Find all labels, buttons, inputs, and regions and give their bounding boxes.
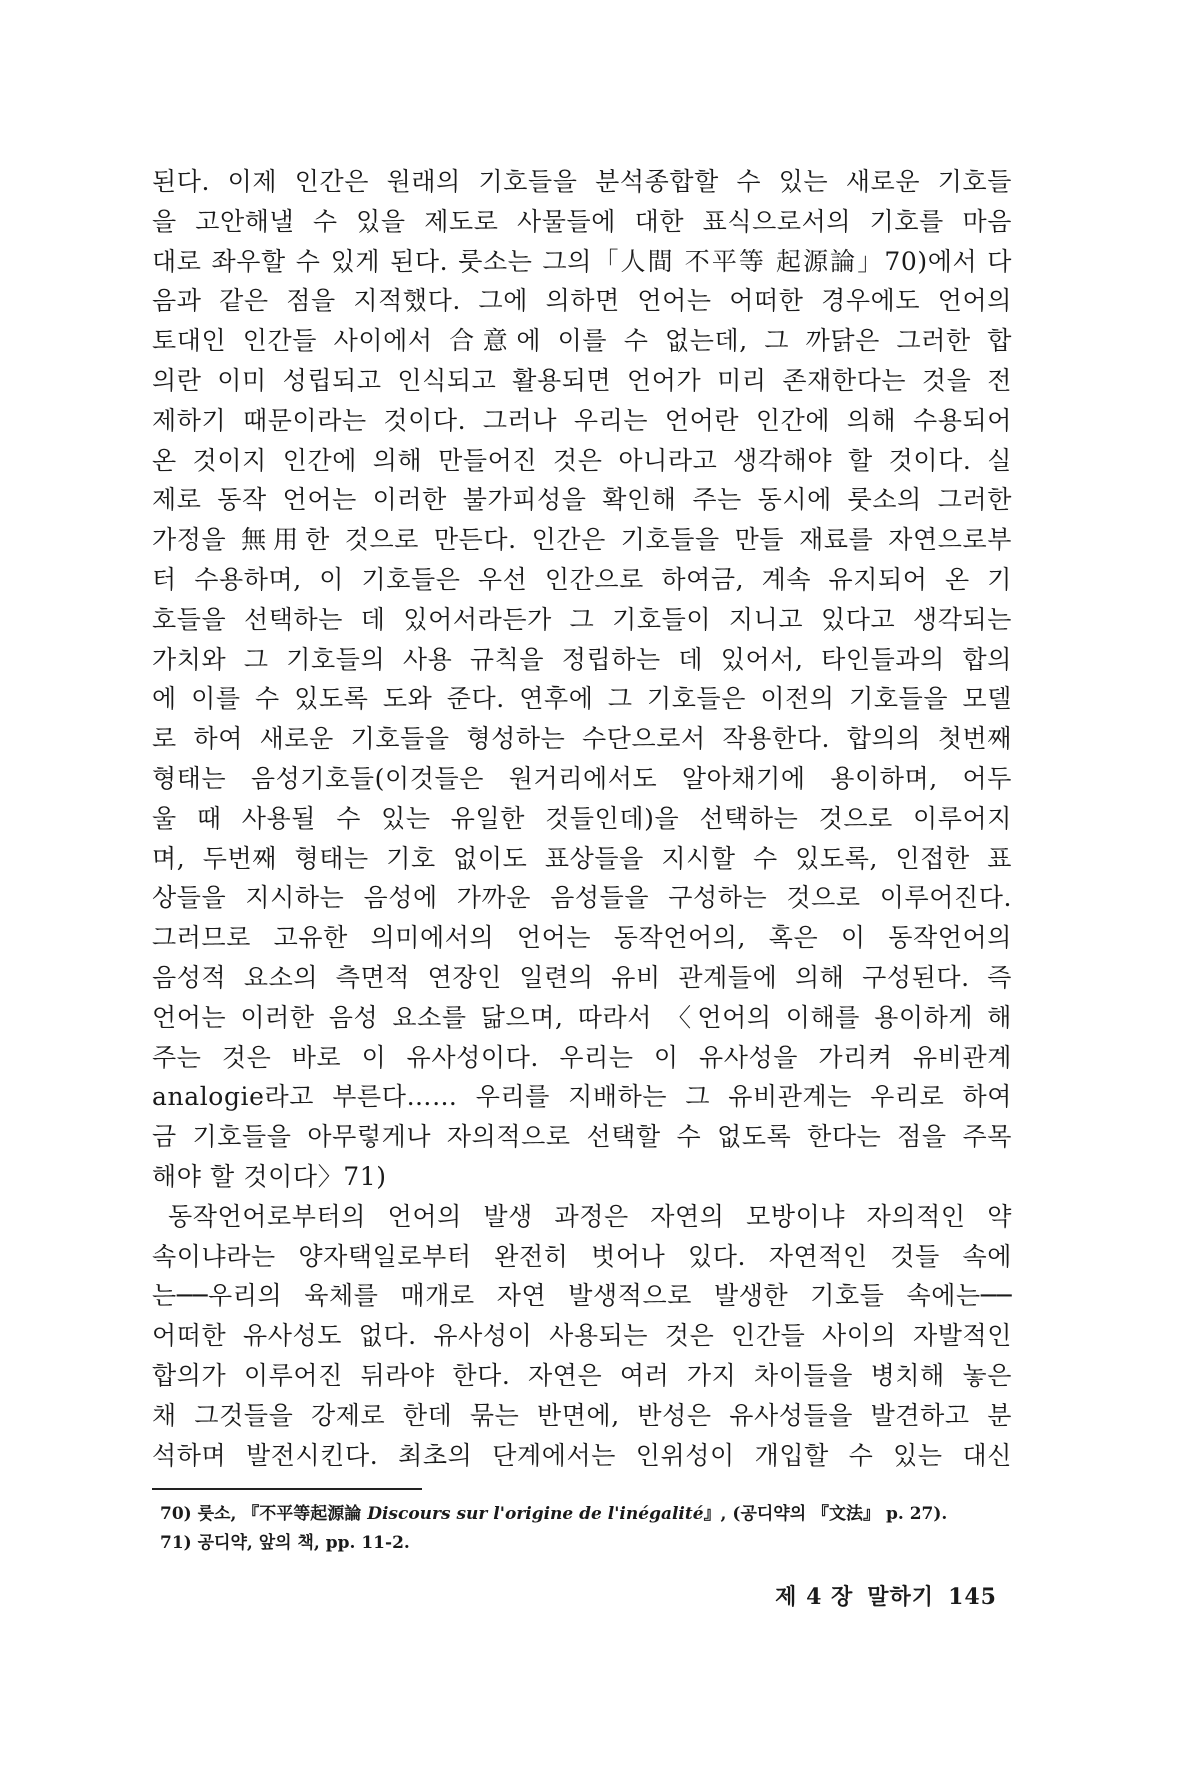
text-line: 가정을 無用한 것으로 만든다. 인간은 기호들을 만들 재료를 자연으로부 (152, 525, 1012, 555)
page-number: 145 (948, 1584, 997, 1610)
text-line: 며, 두번째 형태는 기호 없이도 표상들을 지시할 수 있도록, 인접한 표 (152, 843, 1012, 873)
text-line: 석하며 발전시킨다. 최초의 단계에서는 인위성이 개입할 수 있는 대신 (152, 1440, 1012, 1470)
text-line: 토대인 인간들 사이에서 合意에 이를 수 없는데, 그 까닭은 그러한 합 (152, 326, 1012, 356)
text-line: 로 하여 새로운 기호들을 형성하는 수단으로서 작용한다. 합의의 첫번째 (152, 724, 1012, 754)
text-line: 음과 같은 점을 지적했다. 그에 의하면 언어는 어떠한 경우에도 언어의 (152, 286, 1012, 316)
text-line: 상들을 지시하는 음성에 가까운 음성들을 구성하는 것으로 이루어진다. (152, 883, 1012, 913)
text-line: 제로 동작 언어는 이러한 불가피성을 확인해 주는 동시에 룻소의 그러한 (152, 485, 1012, 515)
text-line: 금 기호들을 아무렇게나 자의적으로 선택할 수 없도록 한다는 점을 주목 (152, 1122, 1012, 1152)
text-line: 어떠한 유사성도 없다. 유사성이 사용되는 것은 인간들 사이의 자발적인 (152, 1321, 1012, 1351)
body-text (152, 162, 1012, 1475)
footnote-70-prefix: 70) 룻소, 『不平等起源論 (160, 1504, 368, 1524)
text-line: 에 이를 수 있도록 도와 준다. 연후에 그 기호들은 이전의 기호들을 모델 (152, 684, 1012, 714)
text-line: 대로 좌우할 수 있게 된다. 룻소는 그의「人間 不平等 起源論」70)에서 다 (152, 246, 1012, 276)
running-footer (761, 1580, 997, 1611)
footnote-divider (152, 1488, 422, 1490)
text-line: 의란 이미 성립되고 인식되고 활용되면 언어가 미리 존재한다는 것을 전 (152, 365, 1012, 395)
text-line: 합의가 이루어진 뒤라야 한다. 자연은 여러 가지 차이들을 병치해 놓은 (152, 1360, 1012, 1390)
paragraph-start-line: 동작언어로부터의 언어의 발생 과정은 자연의 모방이냐 자의적인 약 (168, 1201, 1012, 1231)
text-line: 음성적 요소의 측면적 연장인 일련의 유비 관계들에 의해 구성된다. 즉 (152, 962, 1012, 992)
text-line: 제하기 때문이라는 것이다. 그러나 우리는 언어란 인간에 의해 수용되어 (152, 405, 1012, 435)
text-line: 주는 것은 바로 이 유사성이다. 우리는 이 유사성을 가리켜 유비관계 (152, 1042, 1012, 1072)
text-line: 언어는 이러한 음성 요소를 닮으며, 따라서 〈언어의 이해를 용이하게 해 (152, 1002, 1012, 1032)
text-line: 속이냐라는 양자택일로부터 완전히 벗어나 있다. 자연적인 것들 속에 (152, 1241, 1012, 1271)
footnote-70-title: Discours sur l'origine de l'inégalité (367, 1504, 704, 1524)
footnote-71: 71) 공디약, 앞의 책, pp. 11-2. (160, 1533, 410, 1553)
text-line: 울 때 사용될 수 있는 유일한 것들인데)을 선택하는 것으로 이루어지 (152, 803, 1012, 833)
text-line: 는──우리의 육체를 매개로 자연 발생적으로 발생한 기호들 속에는── (152, 1281, 1012, 1311)
chapter-label: 제 4 장 (775, 1584, 854, 1610)
text-line: 호들을 선택하는 데 있어서라든가 그 기호들이 지니고 있다고 생각되는 (152, 604, 1012, 634)
text-line: 그러므로 고유한 의미에서의 언어는 동작언어의, 혹은 이 동작언어의 (152, 923, 1012, 953)
text-line: 을 고안해낼 수 있을 제도로 사물들에 대한 표식으로서의 기호를 마음 (152, 206, 1012, 236)
text-line: 해야 할 것이다〉71) (152, 1161, 387, 1191)
text-line: 온 것이지 인간에 의해 만들어진 것은 아니라고 생각해야 할 것이다. 실 (152, 445, 1012, 475)
text-line: 된다. 이제 인간은 원래의 기호들을 분석종합할 수 있는 새로운 기호들 (152, 167, 1012, 196)
text-line: analogie라고 부른다…… 우리를 지배하는 그 유비관계는 우리로 하여 (152, 1082, 1012, 1112)
section-label: 말하기 (867, 1584, 935, 1610)
footnote-70-suffix: 』, (공디약의 『文法』 p. 27). (703, 1504, 948, 1524)
footnote-70 (160, 1500, 1020, 1529)
text-line: 형태는 음성기호들(이것들은 원거리에서도 알아채기에 용이하며, 어두 (152, 763, 1012, 793)
text-line: 터 수용하며, 이 기호들은 우선 인간으로 하여금, 계속 유지되어 온 기 (152, 564, 1012, 594)
text-line: 채 그것들을 강제로 한데 묶는 반면에, 반성은 유사성들을 발견하고 분 (152, 1400, 1012, 1430)
footnotes (160, 1500, 1020, 1558)
text-line: 가치와 그 기호들의 사용 규칙을 정립하는 데 있어서, 타인들과의 합의 (152, 644, 1012, 674)
